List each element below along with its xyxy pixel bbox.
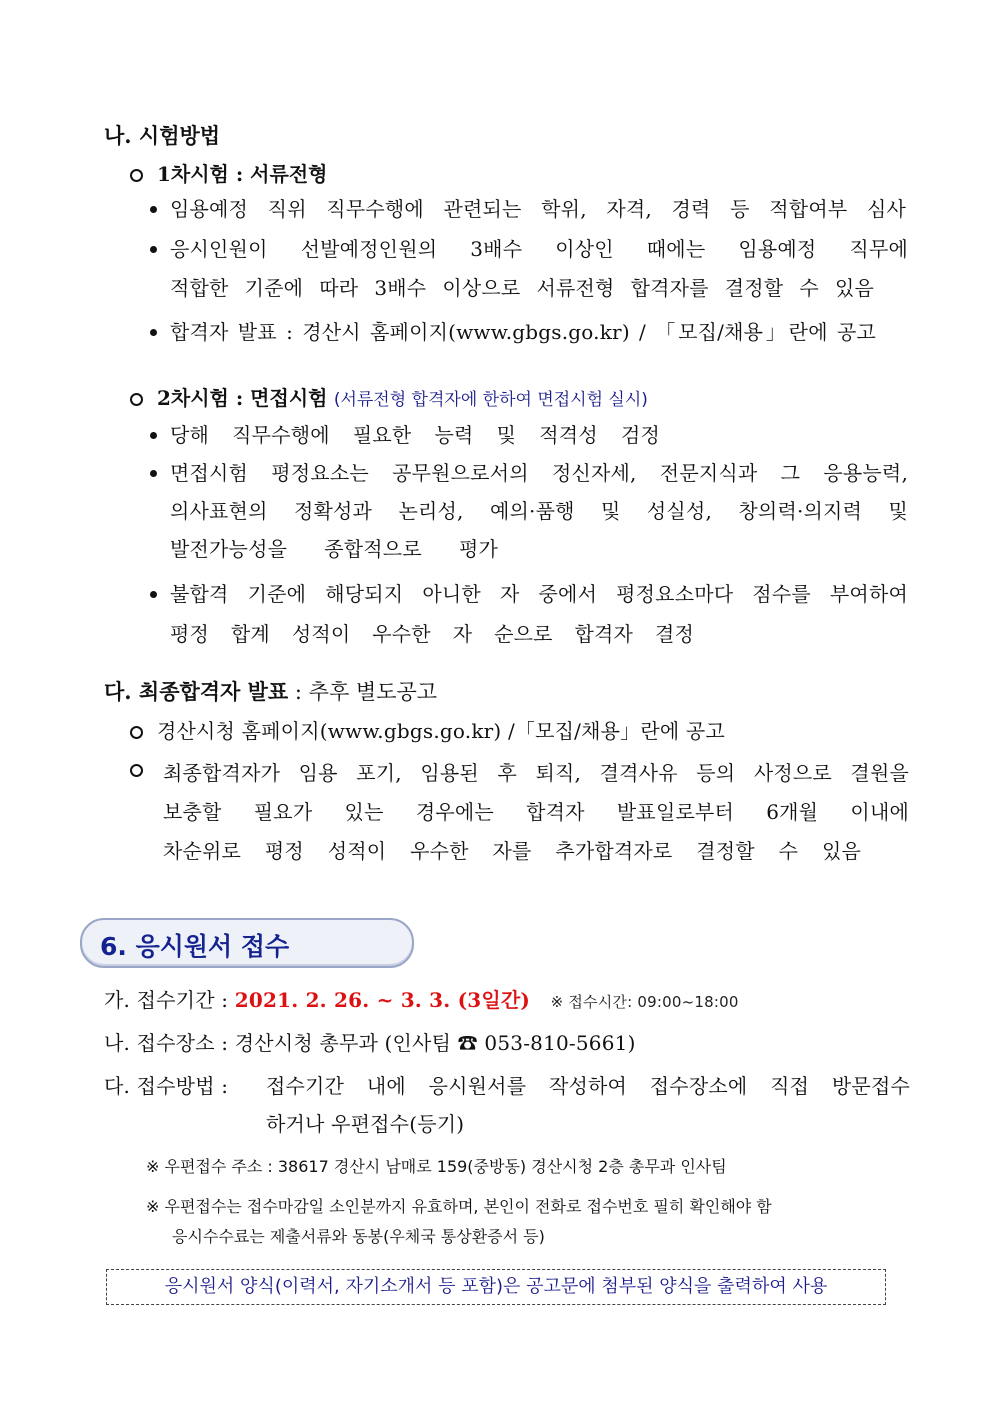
section-title-exam-method: 나. 시험방법 — [104, 123, 221, 148]
bullet-dot-icon — [150, 470, 157, 477]
second-item-3-line2: 평정 합계 성적이 우수한 자 순으로 합격자 결정 — [170, 622, 694, 646]
final-announcement-suffix: : 추후 별도공고 — [288, 680, 438, 704]
final-item-1 — [130, 715, 725, 744]
final-item-1-text: 경산시청 홈페이지(www.gbgs.go.kr) /「모집/채용」란에 공고 — [157, 719, 725, 743]
bullet-dot-icon — [150, 432, 157, 439]
first-item-3: 합격자 발표 : 경산시 홈페이지(www.gbgs.go.kr) / 「모집/채용」란에 공고 — [170, 320, 876, 344]
bullet-dot-icon — [150, 246, 157, 253]
section-6-banner — [80, 918, 414, 968]
place-label: 나. 접수장소 : — [104, 1031, 235, 1055]
method-label: 다. 접수방법 : — [104, 1074, 229, 1098]
bullet-dot-icon — [150, 206, 157, 213]
first-exam-heading — [130, 158, 327, 187]
final-announcement-heading — [104, 676, 437, 706]
method-line2: 하거나 우편접수(등기) — [266, 1112, 465, 1136]
note-postal-address: ※ 우편접수 주소 : 38617 경산시 남매로 159(중방동) 경산시청 2층 총무과 인사팀 — [146, 1157, 727, 1176]
phone-number: 053-810-5661) — [477, 1031, 636, 1055]
final-item-2 — [130, 757, 157, 781]
circle-bullet-icon — [130, 726, 143, 739]
first-item-2-line2: 적합한 기준에 따라 3배수 이상으로 서류전형 합격자를 결정할 수 있음 — [170, 276, 874, 300]
place-value: 경산시청 총무과 (인사팀 — [234, 1031, 458, 1055]
period-label: 가. 접수기간 : — [104, 988, 235, 1012]
bullet-dot-icon — [150, 591, 157, 598]
bullet-dot-icon — [150, 329, 157, 336]
period-note: ※ 접수시간: 09:00~18:00 — [550, 993, 739, 1011]
note-postal-deadline: ※ 우편접수는 접수마감일 소인분까지 유효하며, 본인이 전화로 접수번호 필히 확인해야 함 — [146, 1197, 772, 1216]
first-item-1: 임용예정 직위 직무수행에 관련되는 학위, 자격, 경력 등 적합여부 심사 — [170, 197, 906, 221]
method-line1: 접수기간 내에 응시원서를 작성하여 접수장소에 직접 방문접수 — [266, 1074, 910, 1098]
second-item-2-line1: 면접시험 평정요소는 공무원으로서의 정신자세, 전문지식과 그 응용능력, — [170, 461, 908, 485]
circle-bullet-icon — [130, 393, 143, 406]
final-item-2-line3: 차순위로 평정 성적이 우수한 자를 추가합격자로 결정할 수 있음 — [163, 839, 861, 863]
second-item-2-line2: 의사표현의 정확성과 논리성, 예의·품행 및 성실성, 창의력·의지력 및 — [170, 499, 908, 523]
form-notice-box: 응시원서 양식(이력서, 자기소개서 등 포함)은 공고문에 첨부된 양식을 출력하여 사용 — [106, 1269, 886, 1305]
place-row — [104, 1027, 636, 1056]
period-value: 2021. 2. 26. ~ 3. 3. (3일간) — [234, 988, 531, 1012]
final-item-2-line2: 보충할 필요가 있는 경우에는 합격자 발표일로부터 6개월 이내에 — [163, 800, 909, 824]
second-exam-heading — [130, 382, 648, 411]
second-item-2-line3: 발전가능성을 종합적으로 평가 — [170, 537, 498, 561]
second-item-3-line1: 불합격 기준에 해당되지 아니한 자 중에서 평정요소마다 점수를 부여하여 — [170, 582, 908, 606]
first-exam-title: 1차시험 : 서류전형 — [157, 162, 328, 186]
second-exam-title: 2차시험 : 면접시험 — [157, 386, 328, 410]
final-item-2-line1: 최종합격자가 임용 포기, 임용된 후 퇴직, 결격사유 등의 사정으로 결원을 — [163, 761, 909, 785]
final-announcement-title: 다. 최종합격자 발표 — [104, 679, 289, 704]
section-6-title: 6. 응시원서 접수 — [100, 932, 290, 961]
circle-bullet-icon — [130, 764, 143, 777]
telephone-icon: ☎ — [457, 1031, 478, 1055]
first-item-2-line1: 응시인원이 선발예정인원의 3배수 이상인 때에는 임용예정 직무에 — [170, 237, 908, 261]
period-row — [104, 984, 739, 1013]
second-item-1: 당해 직무수행에 필요한 능력 및 적격성 검정 — [170, 423, 660, 447]
circle-bullet-icon — [130, 169, 143, 182]
second-exam-note: (서류전형 합격자에 한하여 면접시험 실시) — [333, 390, 648, 410]
note-fee: 응시수수료는 제출서류와 동봉(우체국 통상환증서 등) — [172, 1227, 545, 1246]
